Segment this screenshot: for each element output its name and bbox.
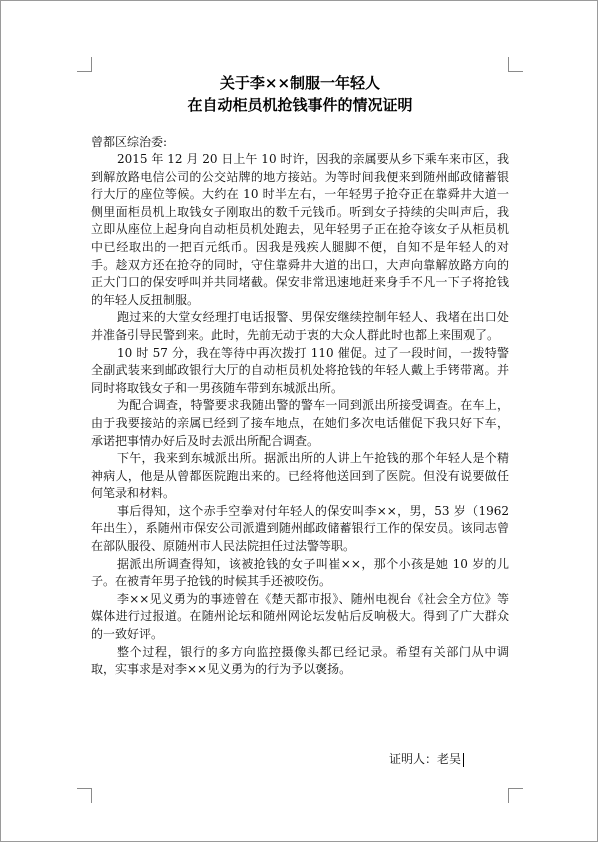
document-body[interactable]	[91, 151, 509, 679]
crop-mark-bottom-right	[508, 788, 523, 803]
paragraph: 为配合调查，特警要求我随出警的警车一同到派出所接受调查。在车上，由于我要接站的亲属已经到了接车地点，在她们多次电话催促下我只好下车，承诺把事情办好后及时去派出所配合调查。	[91, 398, 509, 448]
paragraph: 据派出所调查得知，该被抢钱的女子叫崔××，那个小孩是她 10 岁的儿子。在被青年男子抢钱的时候其手还被咬伤。	[91, 556, 509, 589]
crop-mark-top-left	[77, 57, 92, 72]
signature-text: 证明人：老吴	[389, 752, 462, 766]
crop-mark-bottom-left	[77, 788, 92, 803]
title-line-1: 关于李××制服一年轻人	[219, 74, 381, 92]
paragraph: 整个过程，银行的多方向监控摄像头都已经记录。希望有关部门从中调取，实事求是对李××见义勇为的行为予以褒扬。	[91, 644, 509, 677]
text-cursor	[463, 753, 464, 767]
paragraph: 10 时 57 分，我在等待中再次拨打 110 催促。过了一段时间，一拨特警全副武装来到邮政银行大厅的自动柜员机处将抢钱的年轻人戴上手铐带离。并同时将取钱女子和一男孩随车带到东城派出所。	[91, 345, 509, 395]
paragraph: 跑过来的大堂女经理打电话报警、男保安继续控制年轻人、我堵在出口处并准备引导民警到来。此时，先前无动于衷的大众人群此时也都上来围观了。	[91, 310, 509, 342]
salutation: 曾都区综治委:	[91, 135, 168, 149]
crop-mark-top-right	[508, 57, 523, 72]
signature-line[interactable]	[389, 750, 464, 768]
document-title	[91, 72, 509, 116]
paragraph: 下午，我来到东城派出所。据派出所的人讲上午抢钱的那个年轻人是个精神病人，他是从曾都医院跑出来的。已经将他送回到了医院。但没有说要做任何笔录和材料。	[91, 451, 509, 501]
paragraph: 事后得知，这个赤手空拳对付年轻人的保安叫李××，男，53 岁（1962 年出生），系随州市保安公司派遣到随州邮政储蓄银行工作的保安员。该同志曾在部队服役、原随州市人民法院担任过法警等职。	[91, 503, 509, 554]
paragraph: 李××见义勇为的事迹曾在《楚天都市报》、随州电视台《社会全方位》等媒体进行过报道。在随州论坛和随州网论坛发帖后反响极大。得到了广大群众的一致好评。	[91, 591, 509, 642]
paragraph: 2015 年 12 月 20 日上午 10 时许，因我的亲属要从乡下乘车来市区，我到解放路电信公司的公交站牌的地方接站。为等时间我便来到随州邮政储蓄银行大厅的座位等候。大约在 10 时半左右，一年轻男子抢夺正在靠舜井大道一侧里面柜员机上取钱女子刚取出的数千元钱币。听到女子持续的尖叫声后，我立即从座位上起身向自动柜员机处跑去，见年轻男子正在抢夺该女子从柜员机中已经取出的一把百元纸币。因我是残疾人腿脚不便，自知不是年轻人的对手。趁双方还在抢夺的同时，守住靠舜井大道的出口，大声向靠解放路方向的正大门口的保安呼叫并共同堵截。保安非常迅速地赶来身手不凡一下子将抢钱的年轻人反扭制服。	[91, 152, 509, 307]
title-line-2: 在自动柜员机抢钱事件的情况证明	[187, 96, 413, 114]
